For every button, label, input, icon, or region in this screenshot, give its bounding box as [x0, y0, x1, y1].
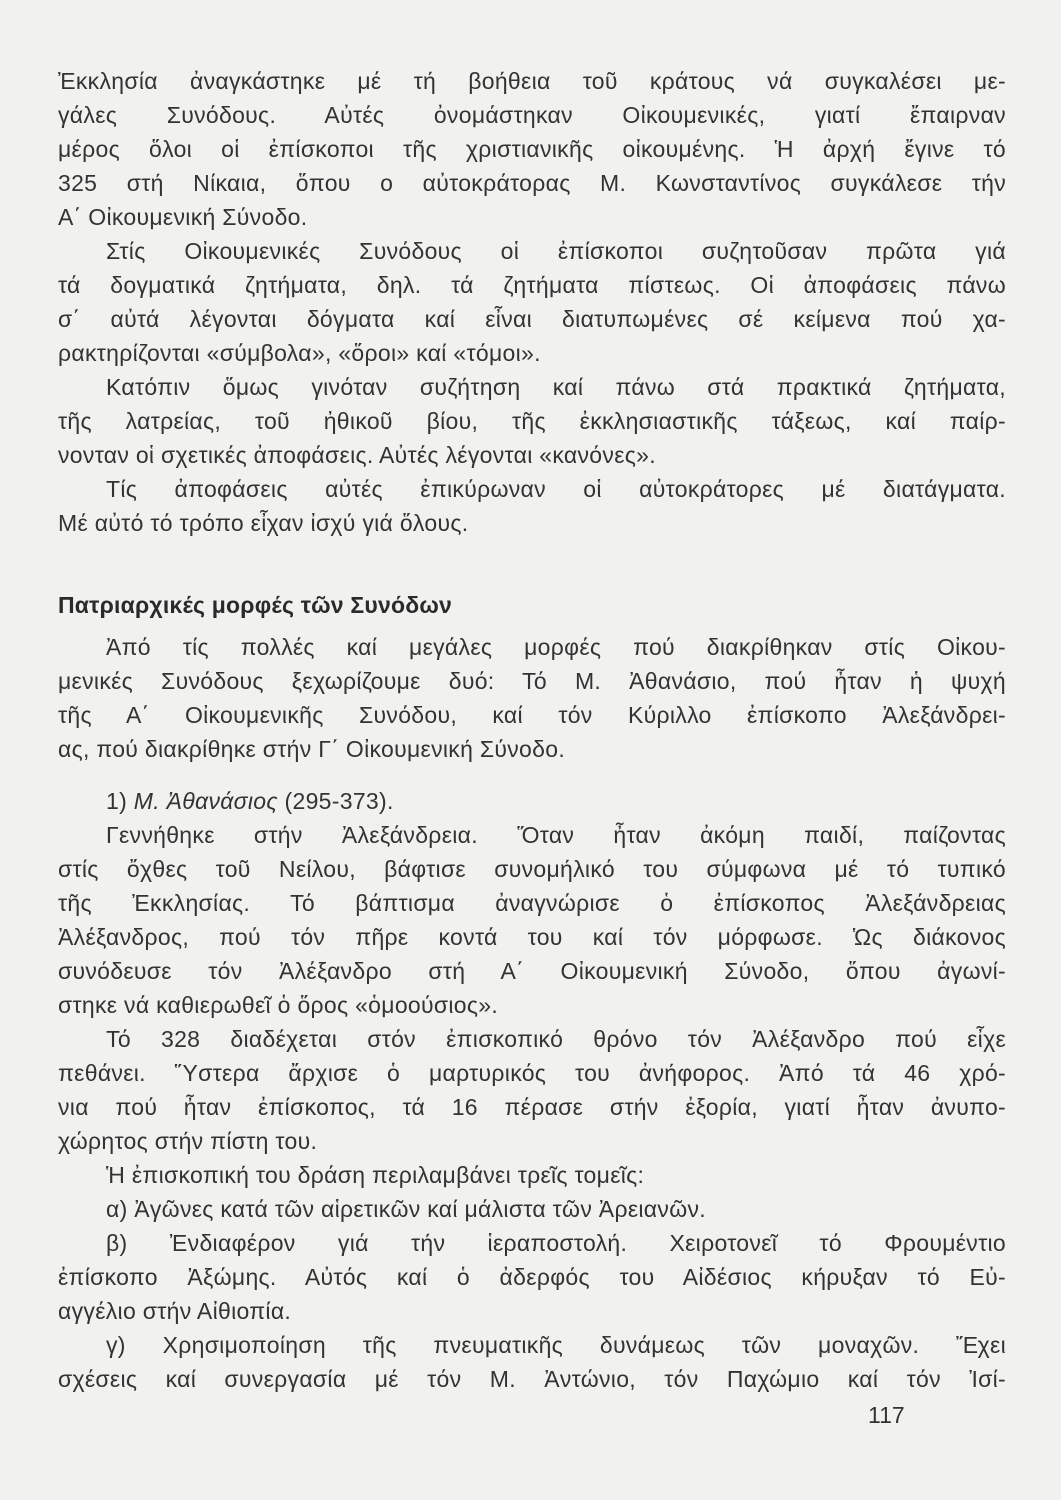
- item-years: (295-373).: [284, 788, 394, 814]
- text-line: Ἀλέξανδρος, πού τόν πῆρε κοντά του καί τόν μόρφωσε. Ὡς διάκονος: [58, 924, 1006, 950]
- text-line: Τό 328 διαδέχεται στόν ἐπισκοπικό θρόνο τόν Ἀλέξανδρο πού εἶχε: [106, 1026, 1006, 1052]
- paragraph-birth: [58, 818, 1006, 1022]
- text-line: τῆς Ἐκκλησίας. Τό βάπτισμα ἀναγνώρισε ὁ ἐπίσκοπος Ἀλεξάνδρειας: [58, 890, 1006, 916]
- text-line: τά δογματικά ζητήματα, δηλ. τά ζητήματα πίστεως. Οἱ ἀποφάσεις πάνω: [58, 272, 1006, 298]
- text-line: γ) Χρησιμοποίηση τῆς πνευματικῆς δυνάμεως τῶν μοναχῶν. Ἔχει: [106, 1332, 1006, 1358]
- section-heading: Πατριαρχικές μορφές τῶν Συνόδων: [58, 592, 452, 618]
- text-line: Τίς ἀποφάσεις αὐτές ἐπικύρωναν οἱ αὐτοκράτορες μέ διατάγματα.: [106, 476, 1006, 502]
- text-line: Ἐκκλησία ἀναγκάστηκε μέ τή βοήθεια τοῦ κράτους νά συγκαλέσει με-: [58, 68, 1006, 94]
- text-line: α) Ἀγῶνες κατά τῶν αἱρετικῶν καί μάλιστα τῶν Ἀρειανῶν.: [106, 1196, 706, 1222]
- text-line: νονταν οἱ σχετικές ἀποφάσεις. Αὐτές λέγονται «κανόνες».: [58, 442, 656, 468]
- paragraph-decrees: [58, 472, 1006, 540]
- text-line: ἐπίσκοπο Ἀξώμης. Αὐτός καί ὁ ἀδερφός του Αἰδέσιος κήρυξαν τό Εὐ-: [58, 1264, 1006, 1290]
- text-line: Ἡ ἐπισκοπική του δράση περιλαμβάνει τρεῖς τομεῖς:: [106, 1162, 645, 1188]
- text-line: ας, πού διακρίθηκε στήν Γ΄ Οἰκουμενική Σύνοδο.: [58, 736, 566, 762]
- paragraph-councils-intro: [58, 64, 1006, 234]
- text-line: ρακτηρίζονται «σύμβολα», «ὅροι» καί «τόμοι».: [58, 340, 541, 366]
- body-text: [58, 64, 1006, 1396]
- text-line: β) Ἐνδιαφέρον γιά τήν ἱεραποστολή. Χειροτονεῖ τό Φρουμέντιο: [106, 1230, 1006, 1256]
- page-number: 117: [868, 1402, 905, 1428]
- paragraph-bishop: [58, 1022, 1006, 1158]
- text-line: γάλες Συνόδους. Αὐτές ὀνομάστηκαν Οἰκουμενικές, γιατί ἔπαιρναν: [58, 102, 1006, 128]
- text-line: μενικές Συνόδους ξεχωρίζουμε δυό: Τό Μ. Ἀθανάσιο, πού ἦταν ἡ ψυχή: [58, 668, 1006, 694]
- text-line: 325 στή Νίκαια, ὅπου ο αὐτοκράτορας Μ. Κωνσταντίνος συγκάλεσε τήν: [58, 170, 1006, 196]
- paragraph-activity: [58, 1158, 1006, 1192]
- text-line: χώρητος στήν πίστη του.: [58, 1128, 318, 1154]
- text-line: Κατόπιν ὅμως γινόταν συζήτηση καί πάνω στά πρακτικά ζητήματα,: [106, 374, 1006, 400]
- paragraph-figures: [58, 630, 1006, 766]
- text-line: Α΄ Οἰκουμενική Σύνοδο.: [58, 204, 308, 230]
- list-item-c: [58, 1328, 1006, 1396]
- text-line: Μέ αὐτό τό τρόπο εἶχαν ἰσχύ γιά ὅλους.: [58, 510, 469, 536]
- text-line: σ΄ αὐτά λέγονται δόγματα καί εἶναι διατυπωμένες σέ κείμενα πού χα-: [58, 306, 1006, 332]
- text-line: τῆς Α΄ Οἰκουμενικῆς Συνόδου, καί τόν Κύριλλο ἐπίσκοπο Ἀλεξάνδρει-: [58, 702, 1006, 728]
- text-line: Στίς Οἰκουμενικές Συνόδους οἱ ἐπίσκοποι συζητοῦσαν πρῶτα γιά: [106, 238, 1006, 264]
- spacer: [58, 766, 1006, 784]
- item-athanasius-heading: [58, 784, 1006, 818]
- item-number: 1): [106, 788, 128, 814]
- spacer: [58, 540, 1006, 588]
- text-line: αγγέλιο στήν Αἰθιοπία.: [58, 1298, 292, 1324]
- text-line: Ἀπό τίς πολλές καί μεγάλες μορφές πού διακρίθηκαν στίς Οἰκου-: [106, 634, 1006, 660]
- list-item-b: [58, 1226, 1006, 1328]
- text-line: νια πού ἦταν ἐπίσκοπος, τά 16 πέρασε στήν ἐξορία, γιατί ἦταν ἀνυπο-: [58, 1094, 1006, 1120]
- text-line: συνόδευσε τόν Ἀλέξανδρο στή Α΄ Οἰκουμενική Σύνοδο, ὅπου ἀγωνί-: [58, 958, 1006, 984]
- text-line: πεθάνει. Ὕστερα ἄρχισε ὁ μαρτυρικός του ἀνήφορος. Ἀπό τά 46 χρό-: [58, 1060, 1006, 1086]
- text-line: μέρος ὅλοι οἱ ἐπίσκοποι τῆς χριστιανικῆς οἰκουμένης. Ἡ ἀρχή ἔγινε τό: [58, 136, 1006, 162]
- text-line: τῆς λατρείας, τοῦ ἠθικοῦ βίου, τῆς ἐκκλησιαστικῆς τάξεως, καί παίρ-: [58, 408, 1006, 434]
- item-name: Μ. Ἀθανάσιος: [133, 788, 278, 814]
- text-line: Γεννήθηκε στήν Ἀλεξάνδρεια. Ὅταν ἦταν ἀκόμη παιδί, παίζοντας: [106, 822, 1006, 848]
- paragraph-dogmas: [58, 234, 1006, 370]
- text-line: σχέσεις καί συνεργασία μέ τόν Μ. Ἀντώνιο, τόν Παχώμιο καί τόν Ἰσί-: [58, 1366, 1006, 1392]
- text-line: στηκε νά καθιερωθεῖ ὁ ὅρος «ὁμοούσιος».: [58, 992, 499, 1018]
- paragraph-canons: [58, 370, 1006, 472]
- text-line: στίς ὄχθες τοῦ Νείλου, βάφτισε συνομήλικό του σύμφωνα μέ τό τυπικό: [58, 856, 1006, 882]
- list-item-a: [58, 1192, 1006, 1226]
